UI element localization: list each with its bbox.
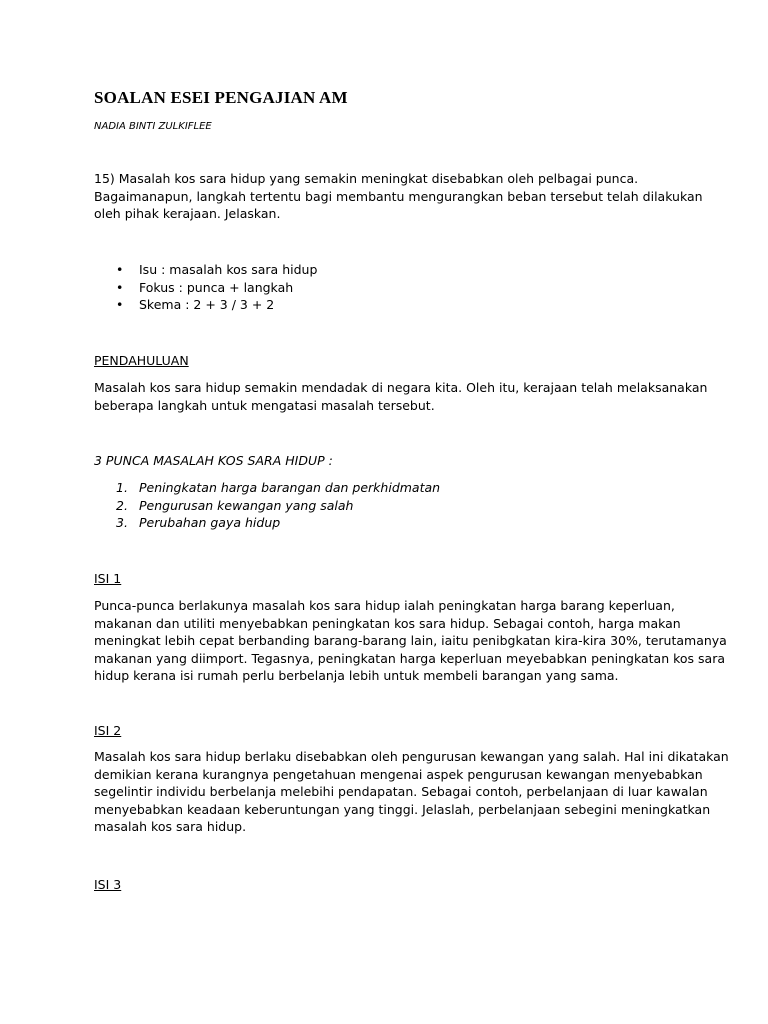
item-number: 1. [116,480,128,495]
bullet-icon: • [116,262,124,277]
paragraph-line: hidup kerana isi rumah perlu berbelanja lebih untuk membeli barangan yang sama. [94,668,619,684]
item-text: Peningkatan harga barangan dan perkhidmatan [139,480,441,495]
paragraph-line: masalah kos sara hidup. [94,819,247,835]
paragraph-line: menyebabkan keadaan keberuntungan yang tinggi. Jelaslah, perbelanjaan sebegini meningkatkan [94,801,711,817]
question-line: 15) Masalah kos sara hidup yang semakin meningkat disebabkan oleh pelbagai punca. [94,171,639,186]
pendahuluan-heading: PENDAHULUAN [94,353,189,368]
document-title: SOALAN ESEI PENGAJIAN AM [94,88,348,107]
isi2-heading: ISI 2 [94,723,122,738]
punca-heading: 3 PUNCA MASALAH KOS SARA HIDUP : [94,453,333,468]
question-line: oleh pihak kerajaan. Jelaskan. [94,206,281,222]
isi1-paragraph [94,597,727,685]
isi1-heading: ISI 1 [94,571,122,586]
bullet-text: Isu : masalah kos sara hidup [139,262,318,277]
item-number: 3. [116,515,128,531]
item-text: Pengurusan kewangan yang salah [139,497,354,513]
paragraph-line: makanan dan utiliti menyebabkan peningkatan kos sara hidup. Sebagai contoh, harga makan [94,615,681,631]
paragraph-line: Masalah kos sara hidup berlaku disebabkan oleh pengurusan kewangan yang salah. Hal ini dikatakan [94,749,729,764]
paragraph-line: Masalah kos sara hidup semakin mendadak di negara kita. Oleh itu, kerajaan telah melaksanakan [94,380,708,395]
pendahuluan-paragraph [94,379,708,414]
question-paragraph [94,170,703,223]
paragraph-line: demikian kerana kurangnya pengetahuan mengenai aspek pengurusan kewangan menyebabkan [94,766,703,782]
bullet-text: Fokus : punca + langkah [139,279,294,295]
paragraph-line: segelintir individu berbelanja melebihi pendapatan. Sebagai contoh, perbelanjaan di luar kawalan [94,784,708,800]
question-line: Bagaimanapun, langkah tertentu bagi membantu mengurangkan beban tersebut telah dilakukan [94,188,703,204]
paragraph-line: meningkat lebih cepat berbanding barang-barang lain, iaitu penibgkatan kira-kira 30%, terutamanya [94,633,727,649]
isi3-heading: ISI 3 [94,877,122,892]
bullet-icon: • [116,297,124,313]
bullet-icon: • [116,279,124,295]
paragraph-line: makanan yang diimport. Tegasnya, peningkatan harga keperluan meyebabkan peningkatan kos sara [94,650,725,666]
item-text: Perubahan gaya hidup [139,515,281,531]
item-number: 2. [116,497,128,513]
bullet-text: Skema : 2 + 3 / 3 + 2 [139,297,275,313]
paragraph-line: Punca-punca berlakunya masalah kos sara hidup ialah peningkatan harga barang keperluan, [94,598,675,613]
isi2-paragraph [94,748,729,836]
paragraph-line: beberapa langkah untuk mengatasi masalah tersebut. [94,397,435,413]
author-name: NADIA BINTI ZULKIFLEE [94,121,212,132]
